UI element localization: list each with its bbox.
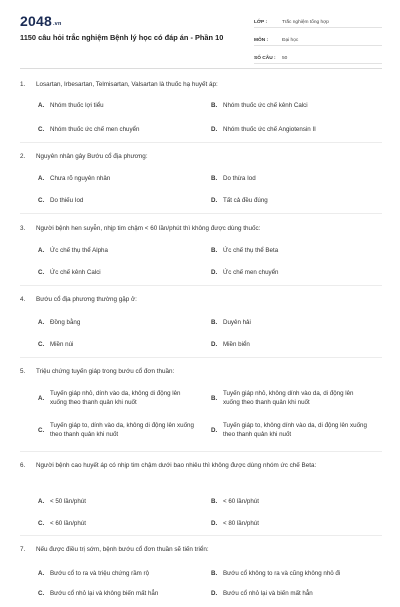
question-stem [20, 295, 382, 304]
option-row [36, 196, 382, 214]
document-meta [254, 12, 382, 66]
option-letter: A. [38, 498, 45, 505]
question-number: 3. [20, 225, 26, 232]
question-text: Bướu cổ địa phương thường gặp ở: [36, 296, 137, 303]
question-divider [20, 357, 382, 358]
option-row [36, 569, 382, 587]
option-letter: A. [38, 247, 45, 254]
option-d[interactable] [211, 421, 371, 439]
option-text: Ức chế kênh Calci [50, 269, 101, 276]
question-divider [20, 535, 382, 536]
option-a[interactable] [38, 318, 198, 327]
option-text: Nhóm thuốc lợi tiểu [50, 102, 104, 109]
document-title: 1150 câu hỏi trắc nghiệm Bệnh lý học có đáp án - Phần 10 [20, 33, 224, 42]
option-letter: B. [211, 247, 218, 254]
option-text: Tuyến giáp nhỏ, dính vào da, không di động lên xuống theo thanh quản khi nuốt [50, 390, 181, 406]
option-letter: B. [211, 570, 218, 577]
option-b[interactable] [211, 246, 371, 255]
option-letter: B. [211, 394, 218, 402]
option-d[interactable] [211, 196, 371, 205]
option-text: Tuyến giáp to, không dính vào da, di động lên xuống theo thanh quản khi nuốt [223, 422, 367, 438]
question-7 [20, 545, 382, 597]
option-letter: B. [211, 498, 218, 505]
option-letter: A. [38, 319, 45, 326]
option-b[interactable] [211, 101, 371, 110]
option-b[interactable] [211, 174, 371, 183]
option-d[interactable] [211, 268, 371, 277]
option-row [36, 125, 382, 143]
option-text: Bướu cổ nhỏ lại và không biến mất hẳn [50, 590, 159, 597]
option-row [36, 497, 382, 515]
option-text: Do thừa Iod [223, 175, 256, 182]
question-number: 5. [20, 368, 26, 375]
option-letter: D. [211, 269, 218, 276]
question-divider [20, 285, 382, 286]
option-letter: A. [38, 570, 45, 577]
option-row [36, 389, 382, 407]
page-header [0, 0, 400, 78]
option-text: Miền biển [223, 341, 250, 348]
question-2 [20, 152, 382, 204]
option-letter: C. [38, 197, 45, 204]
option-d[interactable] [211, 589, 371, 598]
option-letter: B. [211, 102, 218, 109]
question-1 [20, 80, 382, 133]
option-row [36, 340, 382, 358]
option-row [36, 101, 382, 119]
question-stem [20, 545, 382, 554]
option-letter: D. [211, 426, 218, 434]
meta-row-class [254, 12, 382, 28]
option-letter: C. [38, 426, 45, 434]
option-text: Bướu cổ không to ra và cũng không nhỏ đi [223, 570, 341, 577]
option-row [36, 246, 382, 264]
option-a[interactable] [38, 389, 198, 407]
question-text: Nếu được điều trị sớm, bệnh bướu cổ đơn thuần sẽ tiến triển: [36, 546, 209, 553]
meta-label: SỐ CÂU : [254, 56, 276, 61]
option-d[interactable] [211, 519, 371, 528]
option-text: < 80 lần/phút [223, 520, 259, 527]
option-a[interactable] [38, 101, 198, 110]
question-number: 7. [20, 546, 26, 553]
question-divider [20, 213, 382, 214]
option-letter: B. [211, 175, 218, 182]
site-logo[interactable] [20, 13, 62, 29]
option-text: Do thiếu Iod [50, 197, 84, 204]
option-letter: A. [38, 102, 45, 109]
option-d[interactable] [211, 340, 371, 349]
question-text: Người bệnh hen suyễn, nhịp tim chậm < 60 lần/phút thì không được dùng thuốc: [36, 225, 261, 232]
meta-value: 50 [282, 56, 288, 61]
option-text: < 50 lần/phút [50, 498, 86, 505]
meta-row-subject [254, 30, 382, 46]
option-letter: D. [211, 520, 218, 527]
question-text: Losartan, Irbesartan, Telmisartan, Valsartan là thuốc hạ huyết áp: [36, 81, 218, 88]
option-row [36, 421, 382, 439]
meta-row-count [254, 48, 382, 64]
question-number: 1. [20, 81, 26, 88]
question-text: Nguyên nhân gây Bướu cổ địa phương: [36, 153, 148, 160]
option-d[interactable] [211, 125, 371, 134]
option-c[interactable] [38, 125, 198, 134]
option-text: Nhóm thuốc ức chế Angiotensin II [223, 126, 316, 133]
option-text: Nhóm thuốc ức chế men chuyển [50, 126, 140, 133]
option-a[interactable] [38, 497, 198, 506]
option-c[interactable] [38, 589, 198, 598]
option-c[interactable] [38, 340, 198, 349]
question-stem [20, 461, 382, 470]
option-text: Nhóm thuốc ức chế kênh Calci [223, 102, 308, 109]
option-text: Miền núi [50, 341, 74, 348]
question-6 [20, 461, 382, 527]
option-text: Bướu cổ to ra và triệu chứng rầm rộ [50, 570, 150, 577]
question-stem [20, 367, 382, 376]
option-letter: B. [211, 319, 218, 326]
option-text: Ức chế men chuyển [223, 269, 279, 276]
option-row [36, 318, 382, 336]
meta-label: MÔN : [254, 38, 269, 43]
question-4 [20, 295, 382, 348]
question-stem [20, 152, 382, 161]
option-letter: C. [38, 341, 45, 348]
logo-text: 2048 [20, 13, 52, 29]
question-number: 4. [20, 296, 26, 303]
option-letter: D. [211, 590, 218, 597]
question-stem [20, 224, 382, 233]
option-b[interactable] [211, 497, 371, 506]
question-5 [20, 367, 382, 438]
question-divider [20, 142, 382, 143]
question-text: Triệu chứng tuyến giáp trong bướu cổ đơn thuần: [36, 368, 175, 375]
question-3 [20, 224, 382, 276]
logo-tld: .vn [52, 21, 62, 27]
option-text: Duyên hải [223, 319, 251, 326]
option-letter: A. [38, 394, 45, 402]
header-divider [20, 68, 382, 69]
question-number: 6. [20, 462, 26, 469]
option-c[interactable] [38, 519, 198, 528]
option-a[interactable] [38, 569, 198, 578]
option-b[interactable] [211, 318, 371, 327]
option-text: Tuyến giáp nhỏ, không dính vào da, di động lên xuống theo thanh quản khi nuốt [223, 390, 354, 406]
question-stem [20, 80, 382, 89]
option-row [36, 589, 382, 607]
option-text: < 60 lần/phút [223, 498, 259, 505]
option-b[interactable] [211, 389, 371, 407]
option-letter: C. [38, 269, 45, 276]
meta-value: Trắc nghiệm tổng hợp [282, 20, 329, 25]
option-letter: C. [38, 126, 45, 133]
meta-value: Đại học [282, 38, 299, 43]
question-text: Người bệnh cao huyết áp có nhịp tim chậm dưới bao nhiêu thì không được dùng nhóm ức chế Beta: [36, 462, 317, 469]
option-row [36, 174, 382, 192]
option-text: Đồng bằng [50, 319, 81, 326]
option-c[interactable] [38, 196, 198, 205]
option-text: Tất cả đều đúng [223, 197, 268, 204]
option-row [36, 268, 382, 286]
option-letter: A. [38, 175, 45, 182]
option-c[interactable] [38, 268, 198, 277]
question-divider [20, 451, 382, 452]
option-letter: D. [211, 341, 218, 348]
option-text: Ức chế thụ thể Beta [223, 247, 279, 254]
option-letter: C. [38, 590, 45, 597]
option-letter: D. [211, 126, 218, 133]
option-text: < 60 lần/phút [50, 520, 86, 527]
option-text: Tuyến giáp to, dính vào da, không di động lên xuống theo thanh quản khi nuốt [50, 422, 194, 438]
option-a[interactable] [38, 174, 198, 183]
option-a[interactable] [38, 246, 198, 255]
option-text: Bướu cổ nhỏ lại và biến mất hẳn [223, 590, 313, 597]
question-number: 2. [20, 153, 26, 160]
option-b[interactable] [211, 569, 371, 578]
meta-label: LỚP : [254, 20, 268, 25]
option-letter: D. [211, 197, 218, 204]
option-text: Chưa rõ nguyên nhân [50, 175, 111, 182]
option-text: Ức chế thụ thể Alpha [50, 247, 108, 254]
option-c[interactable] [38, 421, 198, 439]
option-letter: C. [38, 520, 45, 527]
